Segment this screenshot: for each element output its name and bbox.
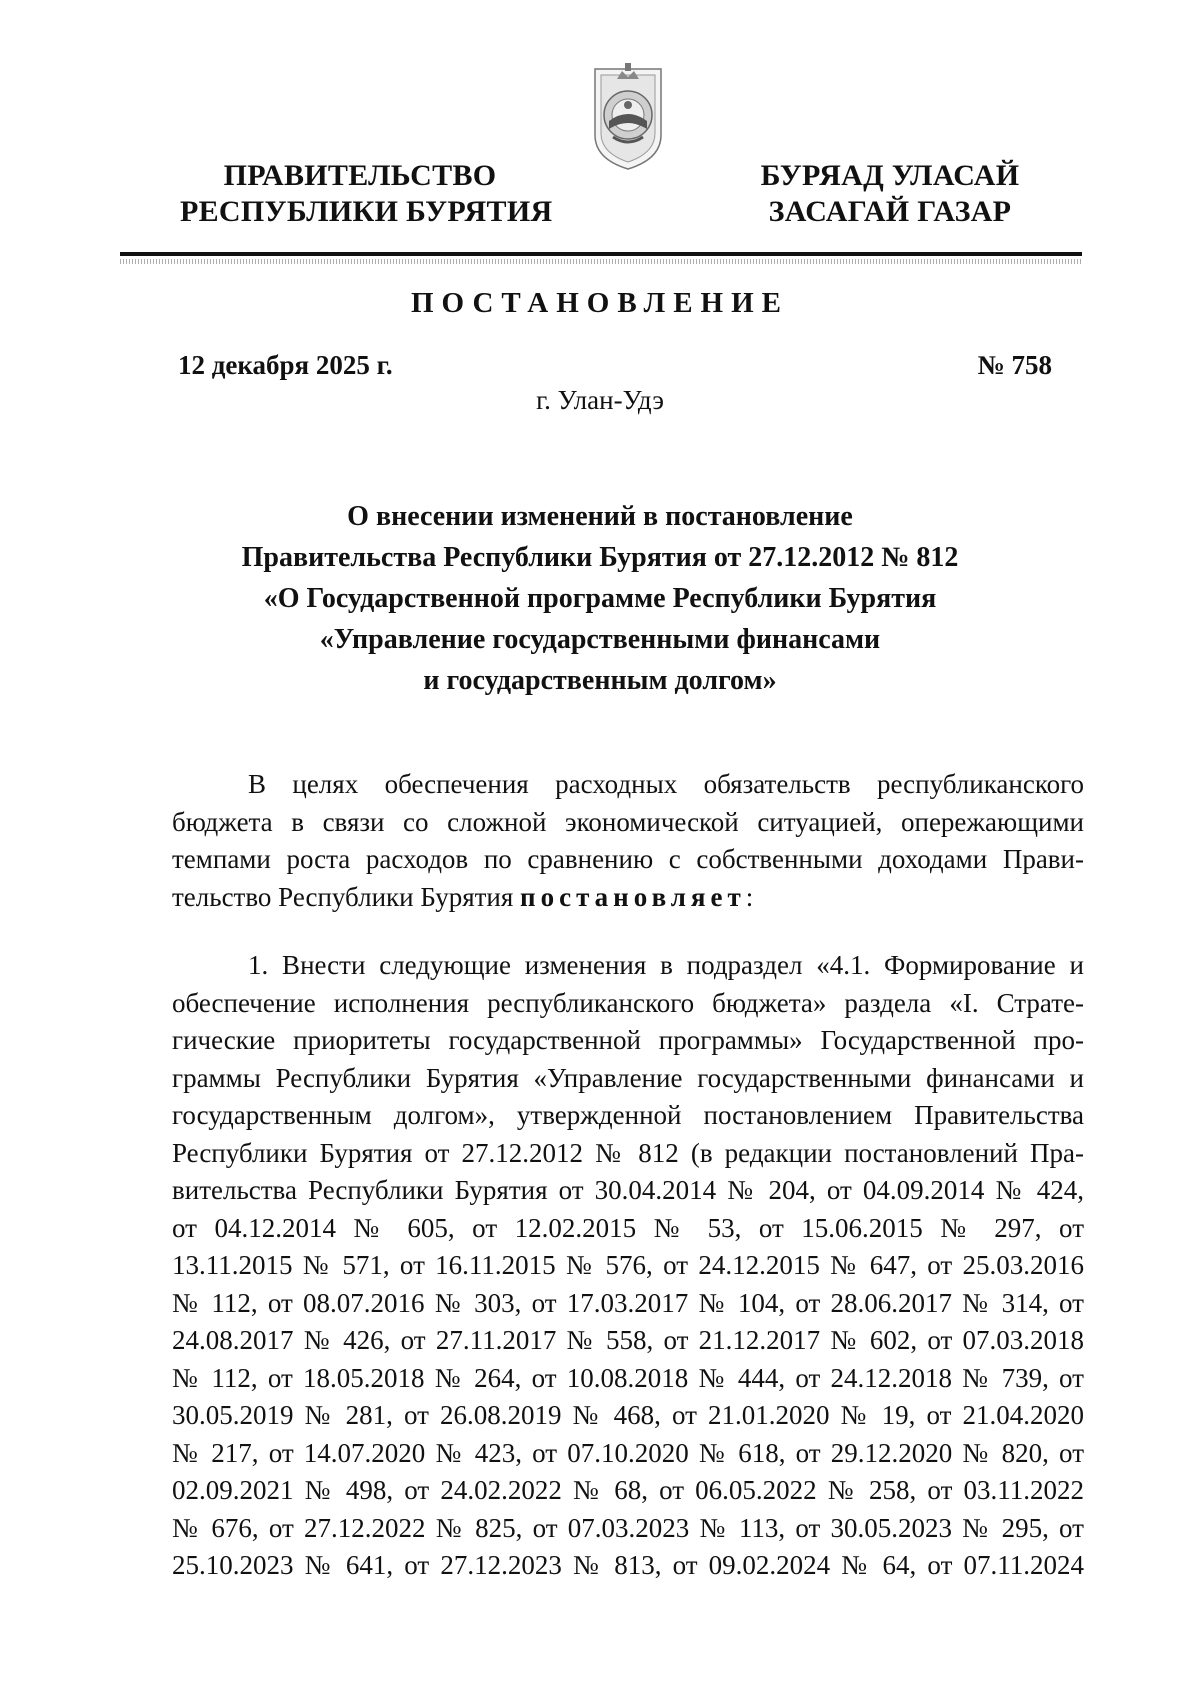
body-line: № 112, от 08.07.2016 № 303, от 17.03.2017 № 104, от 28.06.2017 № 314, от xyxy=(172,1287,1084,1318)
coat-of-arms-icon xyxy=(589,55,667,173)
item-1-paragraph xyxy=(172,947,1084,1585)
government-name-russian xyxy=(180,158,553,230)
body-line: от 04.12.2014 № 605, от 12.02.2015 № 53, от 15.06.2015 № 297, от xyxy=(172,1212,1084,1243)
decree-city: г. Улан-Удэ xyxy=(536,385,664,415)
body-line: № 676, от 27.12.2022 № 825, от 07.03.2023 № 113, от 30.05.2023 № 295, от xyxy=(172,1512,1084,1543)
body-line: темпами роста расходов по сравнению с собственными доходами Прави- xyxy=(172,844,1084,874)
header-divider-dotted xyxy=(120,259,1082,264)
body-line: № 112, от 18.05.2018 № 264, от 10.08.2018 № 444, от 24.12.2018 № 739, от xyxy=(172,1362,1084,1393)
body-line: 1. Внести следующие изменения в подраздел «4.1. Формирование и xyxy=(248,950,1084,980)
decree-number: № 758 xyxy=(977,350,1052,380)
body-line: обеспечение исполнения республиканского бюджета» раздела «I. Страте- xyxy=(172,987,1084,1018)
subject-line: О внесении изменений в постановление xyxy=(347,501,853,532)
body-line: государственным долгом», утвержденной постановлением Правительства xyxy=(172,1100,1084,1130)
body-line: вительства Республики Бурятия от 30.04.2014 № 204, от 04.09.2014 № 424, xyxy=(172,1175,1084,1205)
body-line xyxy=(172,879,1084,917)
body-line: 02.09.2021 № 498, от 24.02.2022 № 68, от 06.05.2022 № 258, от 03.11.2022 xyxy=(172,1475,1084,1505)
header-left-line2: РЕСПУБЛИКИ БУРЯТИЯ xyxy=(180,195,553,228)
header-left-line1: ПРАВИТЕЛЬСТВО xyxy=(223,159,497,192)
preamble-last-prefix: тельство Республики Бурятия xyxy=(172,881,521,912)
body-line: 30.05.2019 № 281, от 26.08.2019 № 468, от 21.01.2020 № 19, от 21.04.2020 xyxy=(172,1400,1084,1430)
subject-line: «Управление государственными финансами xyxy=(319,624,881,655)
resolves-word: постановляет xyxy=(520,881,746,912)
body-line: 25.10.2023 № 641, от 27.12.2023 № 813, от 09.02.2024 № 64, от 07.11.2024 xyxy=(172,1550,1084,1580)
header-divider xyxy=(120,252,1082,256)
body-line: бюджета в связи со сложной экономической ситуацией, опережающими xyxy=(172,806,1084,837)
decree-title: ПОСТАНОВЛЕНИЕ xyxy=(410,287,789,319)
header-right-line1: БУРЯАД УЛАСАЙ xyxy=(760,159,1020,192)
body-line: № 217, от 14.07.2020 № 423, от 07.10.2020 № 618, от 29.12.2020 № 820, от xyxy=(172,1437,1084,1468)
body-line: 13.11.2015 № 571, от 16.11.2015 № 576, от 24.12.2015 № 647, от 25.03.2016 xyxy=(172,1250,1084,1280)
body-line: гические приоритеты государственной программы» Государственной про- xyxy=(172,1025,1084,1055)
subject-line: Правительства Республики Бурятия от 27.12.2012 № 812 xyxy=(241,542,959,573)
subject-line: «О Государственной программе Республики Бурятия xyxy=(263,583,937,614)
body-line: граммы Республики Бурятия «Управление государственными финансами и xyxy=(172,1062,1084,1093)
government-name-buryat xyxy=(740,158,1040,230)
header-right-line2: ЗАСАГАЙ ГАЗАР xyxy=(768,195,1012,228)
subject-line: и государственным долгом» xyxy=(423,665,777,696)
preamble-paragraph xyxy=(172,766,1084,916)
body-line: Республики Бурятия от 27.12.2012 № 812 (в редакции постановлений Пра- xyxy=(172,1137,1084,1168)
decree-subject xyxy=(150,496,1050,701)
decree-date: 12 декабря 2025 г. xyxy=(178,350,393,380)
body-line: В целях обеспечения расходных обязательств республиканского xyxy=(248,769,1084,799)
preamble-last-suffix: : xyxy=(745,881,754,912)
body-line: 24.08.2017 № 426, от 27.11.2017 № 558, от 21.12.2017 № 602, от 07.03.2018 xyxy=(172,1325,1084,1355)
